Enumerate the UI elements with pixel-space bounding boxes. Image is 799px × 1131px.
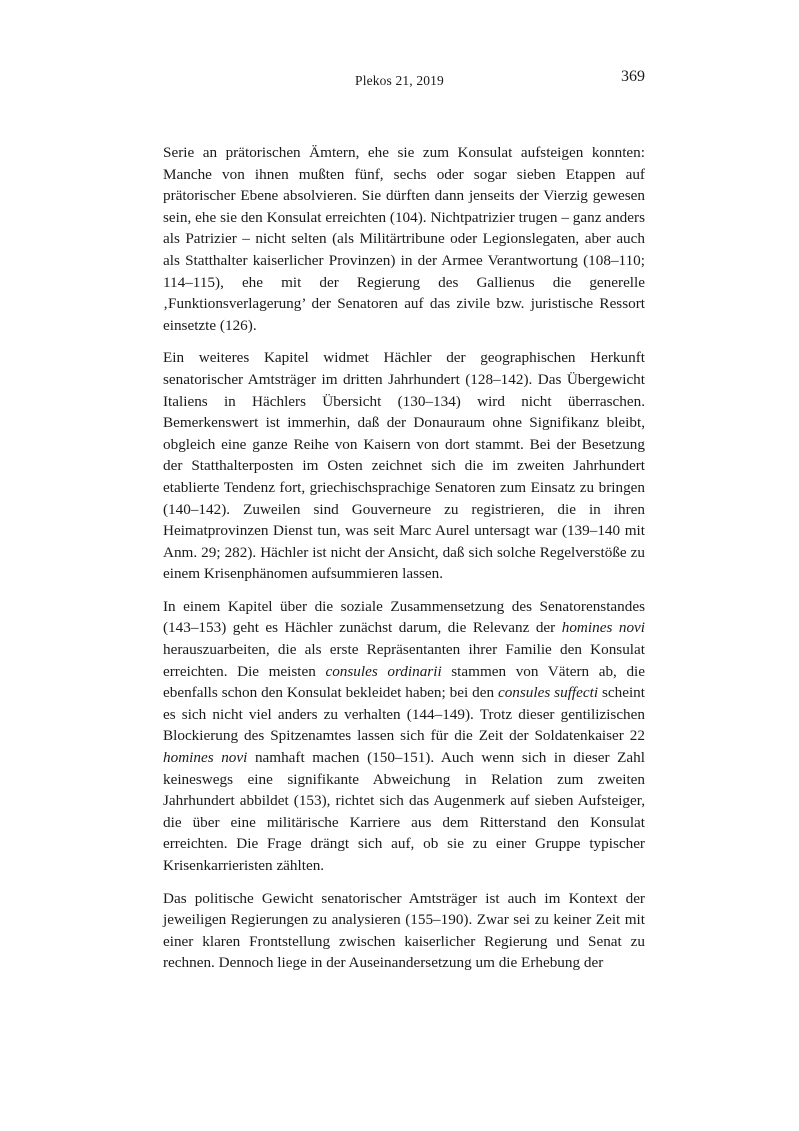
paragraph: Ein weiteres Kapitel widmet Hächler der geographischen Herkunft senatorischer Amtsträger im dritten Jahrhundert (128–142). Das Übergewicht Italiens in Hächlers Übersicht (130–134) wird nicht überraschen. Bemerkenswert ist immerhin, daß der Donauraum ohne Signifikanz bleibt, obgleich eine ganze Reihe von Kaisern von dort stammt. Bei der Besetzung der Statthalterposten im Osten zeichnet sich die im zweiten Jahrhundert etablierte Tendenz fort, griechischsprachige Senatoren zum Einsatz zu bringen (140–142). Zuweilen sind Gouverneure zu registrieren, die in ihren Heimatprovinzen Dienst tun, was seit Marc Aurel untersagt war (139–140 mit Anm. 29; 282). Hächler ist nicht der Ansicht, daß sich solche Regelverstöße zu einem Krisenphänomen aufsummieren lassen.: [163, 349, 645, 583]
page-number: 369: [621, 68, 645, 85]
paragraph: Serie an prätorischen Ämtern, ehe sie zum Konsulat aufsteigen konnten: Manche von ihnen mußten fünf, sechs oder sogar sieben Etappen auf prätorischer Ebene absolvieren. Sie dürften dann jenseits der Vierzig gewesen sein, ehe sie den Konsulat erreichten (104). Nichtpatrizier trugen – ganz anders als Patrizier – nicht selten (als Militärtribune oder Legionslegaten, aber auch als Statthalter kaiserlicher Provinzen) in der Armee Verantwortung (108–110; 114–115), ehe mit der Regierung des Gallienus die generelle ‚Funktionsverlagerung’ der Senatoren auf das zivile bzw. juristische Ressort einsetzte (126).: [163, 144, 645, 334]
paragraph: Das politische Gewicht senatorischer Amtsträger ist auch im Kontext der jeweiligen Regierungen zu analysieren (155–190). Zwar sei zu keiner Zeit mit einer klaren Frontstellung zwischen kaiserlicher Regierung und Senat zu rechnen. Dennoch liege in der Auseinandersetzung um die Erhebung der: [163, 889, 645, 972]
journal-title: Plekos 21, 2019: [355, 73, 444, 88]
paragraph: In einem Kapitel über die soziale Zusammensetzung des Senatorenstandes (143–153) geht es Hächler zunächst darum, die Relevanz der homines novi herauszuarbeiten, die als erste Repräsentanten ihrer Familie den Konsulat erreichten. Die meisten consules ordinarii stammen von Vätern ab, die ebenfalls schon den Konsulat bekleidet haben; bei den consules suffecti scheint es sich nicht viel anders zu verhalten (144–149). Trotz dieser gentilizischen Blockierung des Spitzenamtes lassen sich für die Zeit der Soldatenkaiser 22 homines novi namhaft machen (150–151). Auch wenn sich in dieser Zahl keineswegs eine signifikante Abweichung in Relation zum zweiten Jahrhundert abbildet (153), richtet sich das Augenmerk auf sieben Aufsteiger, die über eine militärische Karriere aus dem Ritterstand den Konsulat erreichten. Die Frage drängt sich auf, ob sie zu einer Gruppe typischer Krisenkarrieristen zählten.: [163, 597, 645, 874]
running-head: [0, 68, 799, 92]
body-text: [163, 142, 645, 974]
